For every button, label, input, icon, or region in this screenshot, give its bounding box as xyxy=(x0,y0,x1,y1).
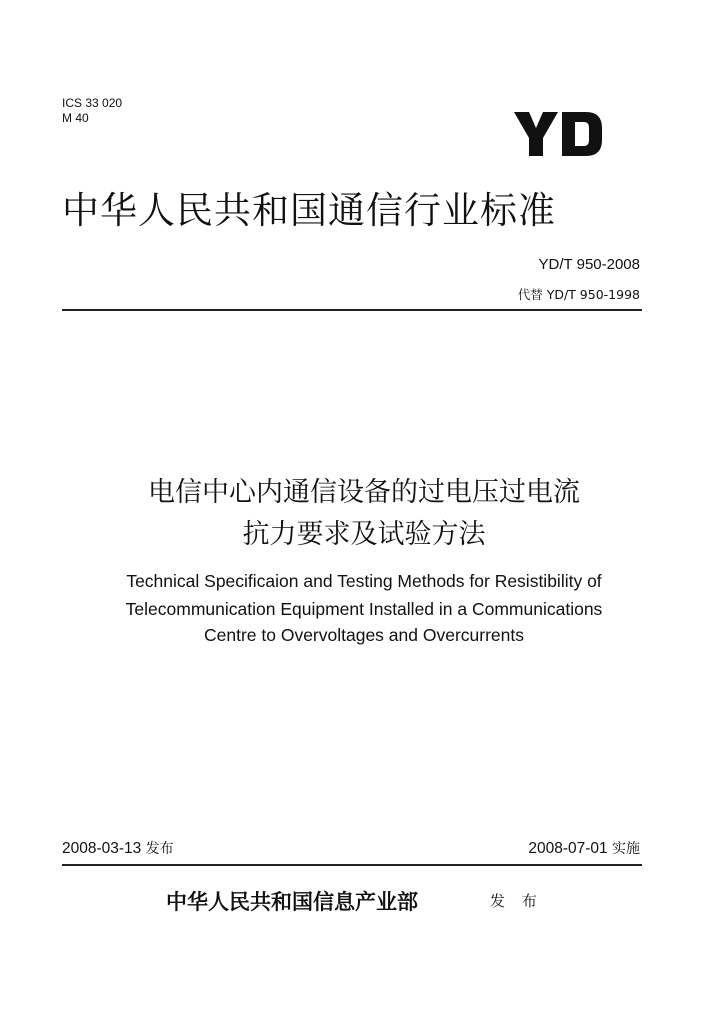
implement-date-value: 2008-07-01 xyxy=(528,840,608,857)
document-title-zh-line2: 抗力要求及试验方法 xyxy=(242,519,486,550)
document-title-en-line1: Technical Specificaion and Testing Methods for Resistibility of xyxy=(126,571,602,591)
publish-word: 发 布 xyxy=(490,892,543,910)
replaces-code: 代替 YD/T 950-1998 xyxy=(517,287,640,302)
publisher-name: 中华人民共和国信息产业部 xyxy=(166,890,418,914)
footer-divider xyxy=(62,864,642,866)
classification-codes xyxy=(62,96,122,126)
implement-date xyxy=(528,838,640,858)
issue-date-value: 2008-03-13 xyxy=(62,840,142,857)
document-title-en-line3: Centre to Overvoltages and Overcurrents xyxy=(203,625,524,645)
issue-label: 发布 xyxy=(145,841,174,857)
implement-label: 实施 xyxy=(612,841,640,857)
issue-date xyxy=(62,838,174,858)
standard-category-title: 中华人民共和国通信行业标准 xyxy=(62,189,556,232)
yd-logo xyxy=(514,106,604,162)
standard-code: YD/T 950-2008 xyxy=(538,256,640,273)
document-title-en-line2: Telecommunication Equipment Installed in a Communications xyxy=(125,599,603,619)
header-divider xyxy=(62,309,642,311)
document-title-zh-line1: 电信中心内通信设备的过电压过电流 xyxy=(148,477,580,508)
classification-code: M 40 xyxy=(62,111,89,125)
ics-code: ICS 33 020 xyxy=(62,96,123,110)
